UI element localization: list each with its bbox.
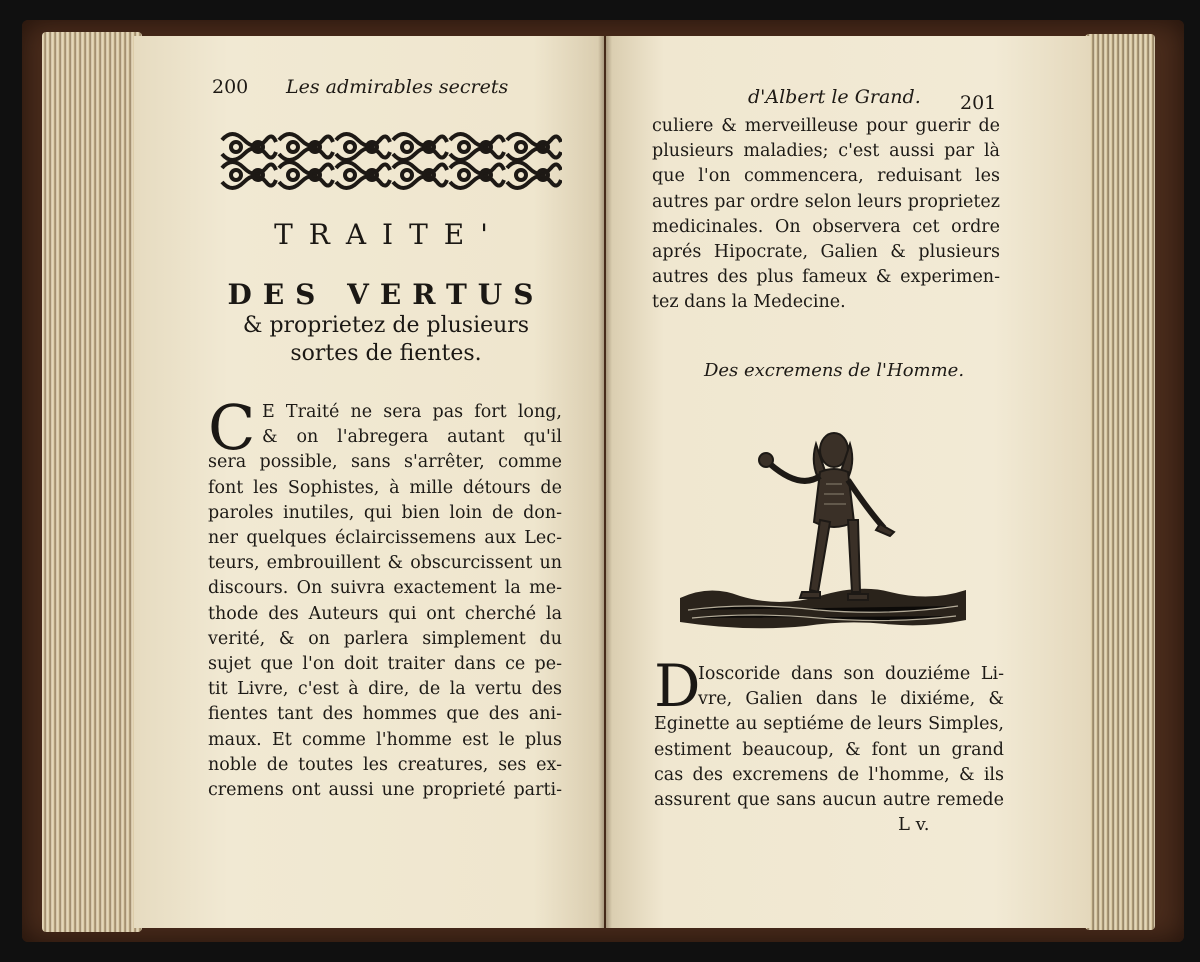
text-line: culiere & merveilleuse pour guerir de bbox=[652, 116, 1000, 136]
text-line: noble de toutes les creatures, ses ex- bbox=[208, 754, 562, 775]
text-line: teurs, embrouillent & obscurcissent un bbox=[208, 553, 562, 574]
treatise-subtitle-line3 bbox=[206, 312, 566, 368]
text-line: assurent que sans aucun autre remede bbox=[654, 790, 1004, 811]
left-page-number: 200 bbox=[212, 76, 249, 98]
right-bottom-text bbox=[654, 662, 1004, 813]
text-line: sera possible, sans s'arrêter, comme bbox=[208, 452, 562, 473]
right-page-number: 201 bbox=[960, 92, 997, 114]
text-line: font les Sophistes, à mille détours de bbox=[208, 477, 562, 498]
left-body-text bbox=[208, 391, 562, 803]
text-line: thode des Auteurs qui ont cherché la bbox=[208, 603, 562, 624]
text-line: sujet que l'on doit traiter dans ce pe- bbox=[208, 654, 562, 675]
text-line: estiment beaucoup, & font un grand bbox=[654, 739, 1004, 760]
left-running-head: Les admirables secrets bbox=[286, 76, 509, 98]
text-line: verité, & on parlera simplement du bbox=[208, 628, 562, 649]
right-top-text bbox=[652, 114, 1000, 316]
ornament-band bbox=[216, 126, 562, 196]
drop-cap-d: D bbox=[654, 652, 701, 720]
text-line: discours. On suivra exactement la me- bbox=[208, 578, 562, 599]
drop-cap-c: C bbox=[208, 391, 256, 464]
signature-mark: L v. bbox=[898, 814, 930, 835]
text-line: plusieurs maladies; c'est aussi par là bbox=[652, 141, 1000, 162]
subtitle-line: sortes de fientes. bbox=[290, 341, 482, 366]
text-line: que l'on commencera, reduisant les bbox=[652, 166, 1000, 187]
text-line: cas des excremens de l'homme, & ils bbox=[654, 764, 1004, 785]
text-line: & on l'abregera autant qu'il bbox=[262, 427, 562, 448]
woodcut-illustration bbox=[678, 414, 968, 642]
text-line: fientes tant des hommes que des ani- bbox=[208, 704, 562, 725]
treatise-subtitle: DES VERTUS bbox=[227, 278, 545, 311]
text-line: tit Livre, c'est à dire, de la vertu des bbox=[208, 679, 562, 700]
page-edges-left bbox=[42, 32, 142, 932]
text-line: E Traité ne sera pas fort long, bbox=[262, 402, 562, 422]
text-line: paroles inutiles, qui bien loin de don- bbox=[208, 502, 562, 523]
text-line: ner quelques éclaircissemens aux Lec- bbox=[208, 528, 562, 549]
section-subheading: Des excremens de l'Homme. bbox=[703, 360, 965, 381]
treatise-title: TRAITE' bbox=[274, 218, 504, 251]
text-line: Ioscoride dans son douziéme Li- bbox=[698, 664, 1004, 684]
text-line: medicinales. On observera cet ordre bbox=[652, 216, 1000, 237]
book-gutter bbox=[598, 36, 612, 928]
text-line: maux. Et comme l'homme est le plus bbox=[208, 729, 562, 750]
subtitle-line: & proprietez de plusieurs bbox=[242, 313, 530, 338]
text-line: aprés Hipocrate, Galien & plusieurs bbox=[652, 242, 1000, 263]
text-line: autres des plus fameux & experimen- bbox=[652, 267, 1000, 288]
right-running-head: d'Albert le Grand. bbox=[748, 86, 921, 108]
page-edges-right bbox=[1085, 34, 1155, 930]
text-line: cremens ont aussi une proprieté parti- bbox=[208, 780, 562, 801]
text-line: Eginette au septiéme de leurs Simples, bbox=[654, 714, 1004, 735]
text-line: vre, Galien dans le dixiéme, & bbox=[698, 689, 1004, 710]
text-line: autres par ordre selon leurs proprietez bbox=[652, 191, 1000, 212]
text-line: tez dans la Medecine. bbox=[652, 292, 846, 313]
